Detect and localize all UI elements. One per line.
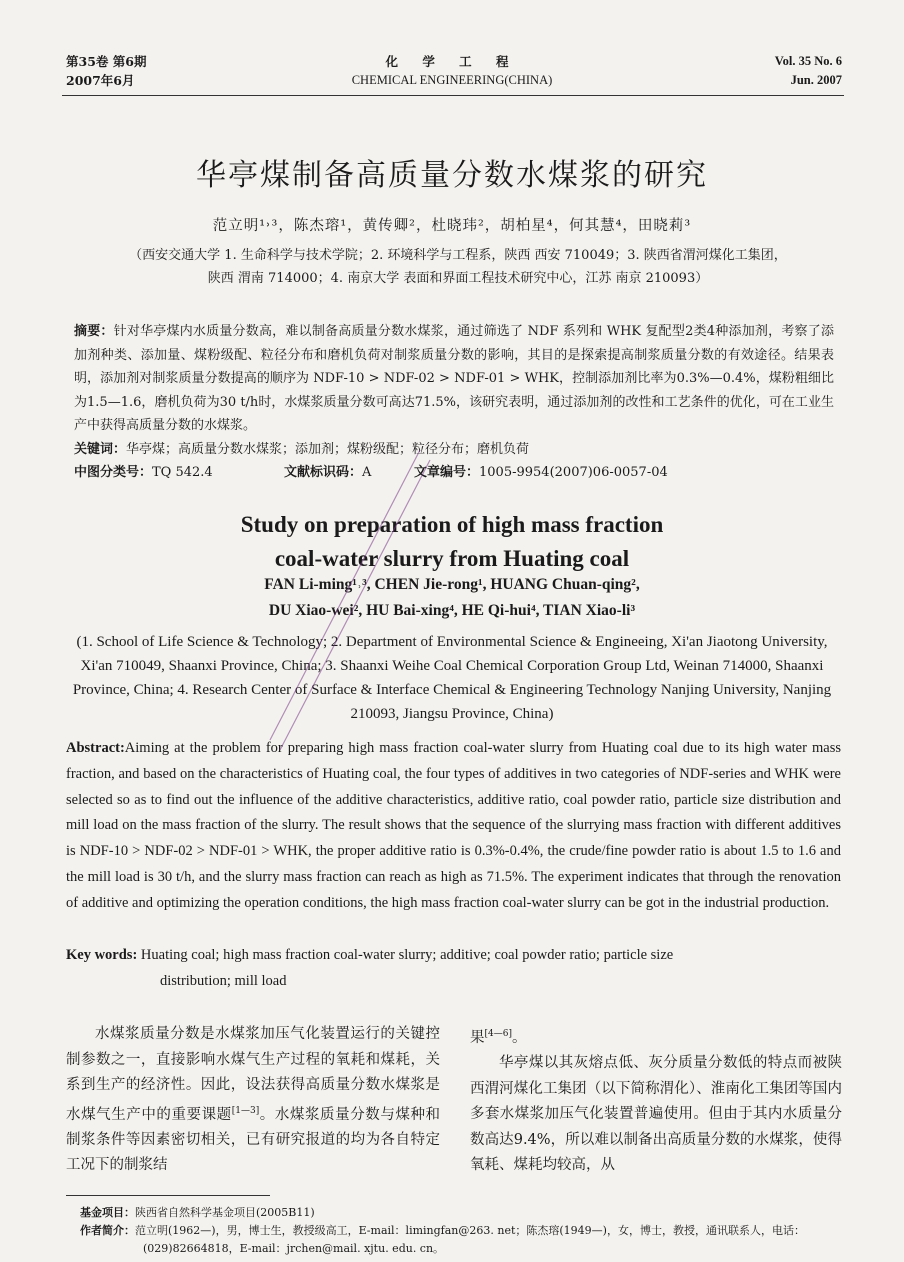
header-rule bbox=[62, 95, 844, 96]
article-number-label: 文章编号： bbox=[414, 465, 480, 480]
authors-en-line: DU Xiao-wei², HU Bai-xing⁴, HE Qi-hui⁴, TIAN Xiao-li³ bbox=[268, 602, 636, 619]
body-paragraph: 华亭煤以其灰熔点低、灰分质量分数低的特点而被陕西渭河煤化工集团（以下简称渭化）、淮南化工集团等国内多套水煤浆加压气化装置普遍使用。但由于其内水质量分数高达9.4%，所以难以制备出高质量分数的水煤浆，使得氧耗、煤耗均较高，从 bbox=[470, 1055, 842, 1174]
header-volume: 第35卷 第6期 bbox=[66, 54, 147, 69]
affiliation-cn bbox=[88, 244, 828, 290]
abstract-en-label: Abstract: bbox=[66, 740, 125, 756]
authors-en bbox=[0, 572, 904, 624]
citation-ref: [4—6] bbox=[484, 1029, 512, 1039]
authors-cn: 范立明¹˒³，陈杰瑢¹，黄传卿²，杜晓玮²，胡柏星⁴，何其慧⁴，田晓莉³ bbox=[212, 218, 692, 234]
body-text: 果 bbox=[470, 1029, 485, 1046]
header-vol-en bbox=[775, 52, 842, 90]
title-en-line: Study on preparation of high mass fraction bbox=[240, 512, 664, 537]
keywords-en bbox=[66, 942, 841, 994]
body-column-right bbox=[470, 1022, 842, 1179]
abstract-en bbox=[66, 736, 841, 917]
footnote-rule bbox=[66, 1195, 270, 1196]
funding-note bbox=[80, 1204, 842, 1222]
header-journal-name bbox=[300, 52, 604, 90]
affiliation-cn-line: 陕西 渭南 714000；4. 南京大学 表面和界面工程技术研究中心，江苏 南京 210093） bbox=[207, 271, 709, 286]
header-date-en: Jun. 2007 bbox=[790, 73, 842, 87]
abstract-en-text: Aiming at the problem for preparing high mass fraction coal-water slurry from Huating coal due to its high water mass fraction, and based on the characteristics of Huating coal, the four types of additives in two categories of NDF-series and WHK were selected so as to find out the influence of the additive characteristics, additive ratio, coal powder ratio, particle size distribution and mill load on the mass fraction of the slurry. The result shows that the sequence of the slurrying mass fraction with different additives is NDF-10 > NDF-02 > NDF-01 > WHK, the proper additive ratio is 0.3%-0.4%, the crude/fine powder ratio is about 1.5 to 1.6 and the mill load is 30 t/h, and the slurry mass fraction can reach as high as 71.5%. The experiment indicates that through the renovation of additive and optimizing the operation conditions, the high mass fraction coal-water slurry can be got in the industrial production. bbox=[66, 740, 841, 911]
footnote bbox=[80, 1204, 842, 1258]
article-number bbox=[414, 461, 668, 480]
funding-text: 陕西省自然科学基金项目(2005B11) bbox=[135, 1206, 315, 1219]
title-en-line: coal-water slurry from Huating coal bbox=[274, 546, 630, 571]
abstract-cn-label: 摘要： bbox=[74, 324, 114, 339]
header-volume-en: Vol. 35 No. 6 bbox=[774, 54, 842, 68]
clc-label: 中图分类号： bbox=[74, 465, 153, 480]
document-code-label: 文献标识码： bbox=[284, 465, 363, 480]
citation-ref: [1—3] bbox=[231, 1105, 260, 1116]
author-bio-label: 作者简介： bbox=[80, 1224, 135, 1237]
clc-number bbox=[74, 461, 213, 480]
abstract-cn-text: 针对华亭煤内水质量分数高，难以制备高质量分数水煤浆，通过筛选了 NDF 系列和 WHK 复配型2类4种添加剂，考察了添加剂种类、添加量、煤粉级配、粒径分布和磨机负荷对制浆质量分数的影响，其目的是探索提高制浆质量分数的有效途径。结果表明，添加剂对制浆质量分数提高的顺序为 NDF-10 > NDF-02 > NDF-01 > WHK，控制添加剂比率为0.3%—0.4%，煤粉粗细比为1.5—1.6，磨机负荷为30 t/h时，水煤浆质量分数可高达71.5%，该研究表明，通过添加剂的改性和工艺条件的优化，可在工业生产中获得高质量分数的水煤浆。 bbox=[74, 324, 834, 433]
funding-label: 基金项目： bbox=[80, 1206, 135, 1219]
keywords-cn-label: 关键词： bbox=[74, 442, 127, 457]
article-number-value: 1005-9954(2007)06-0057-04 bbox=[479, 465, 668, 480]
title-en bbox=[0, 508, 904, 576]
keywords-en-text: Huating coal; high mass fraction coal-water slurry; additive; coal powder ratio; particle size bbox=[140, 947, 674, 963]
author-bio bbox=[80, 1222, 842, 1240]
document-code-value: A bbox=[362, 465, 372, 480]
affiliation-cn-line: （西安交通大学 1. 生命科学与技术学院；2. 环境科学与工程系，陕西 西安 710049；3. 陕西省渭河煤化工集团， bbox=[129, 248, 787, 263]
author-bio-cont: (029)82664818，E-mail：jrchen@mail. xjtu. edu. cn。 bbox=[143, 1242, 445, 1255]
author-bio-text: 范立明(1962—)，男，博士生，教授级高工，E-mail：limingfan@263. net；陈杰瑢(1949—)，女，博士，教授，通讯联系人，电话： bbox=[135, 1224, 805, 1237]
body-paragraph: 果[4—6]。 bbox=[470, 1029, 527, 1046]
authors-en-line: FAN Li-ming¹˒³, CHEN Jie-rong¹, HUANG Chuan-qing², bbox=[264, 576, 640, 593]
body-text: 水煤浆质量分数与煤种和制浆条件等因素密切相关，已有研究报道的均为各自特定工况下的制浆结 bbox=[66, 1106, 441, 1174]
affiliation-en: (1. School of Life Science & Technology; 2. Department of Environmental Science & Engineeing, Xi'an Jiaotong University, Xi'an 710049, Shaanxi Province, China; 3. Shaanxi Weihe Coal Chemical Corporation Group Ltd, Weinan 714000, Shaanxi Province, China; 4. Research Center of Surface & Interface Chemical & Engineering Technology Nanjing University, Nanjing 210093, Jiangsu Province, China) bbox=[72, 634, 832, 722]
header-date-cn: 2007年6月 bbox=[66, 73, 135, 88]
header-volume-issue bbox=[66, 52, 146, 90]
body-paragraph: 水煤浆质量分数是水煤浆加压气化装置运行的关键控制参数之一，直接影响水煤气生产过程的氧耗和煤耗，关系到生产的经济性。因此，设法获得高质量分数水煤浆是水煤气生产中的重要课题[1—3]。水煤浆质量分数与煤种和制浆条件等因素密切相关，已有研究报道的均为各自特定工况下的制浆结 bbox=[66, 1026, 441, 1174]
title-cn: 华亭煤制备高质量分数水煤浆的研究 bbox=[196, 158, 708, 193]
keywords-en-text-cont: distribution; mill load bbox=[160, 973, 287, 989]
document-code bbox=[284, 461, 371, 480]
body-text: 水煤浆质量分数是水煤浆加压气化装置运行的关键控制参数之一，直接影响水煤气生产过程的氧耗和煤耗，关系到生产的经济性。因此，设法获得高质量分数水煤浆是水煤气生产中的重要课题 bbox=[66, 1026, 440, 1123]
body-column-left bbox=[66, 1022, 440, 1179]
journal-name-cn: 化 学 工 程 bbox=[385, 54, 519, 69]
keywords-cn bbox=[74, 438, 529, 457]
keywords-cn-text: 华亭煤；高质量分数水煤浆；添加剂；煤粉级配；粒径分布；磨机负荷 bbox=[126, 442, 530, 457]
keywords-en-label: Key words: bbox=[66, 947, 138, 963]
journal-name-en: CHEMICAL ENGINEERING(CHINA) bbox=[351, 73, 553, 87]
clc-value: TQ 542.4 bbox=[152, 465, 213, 480]
abstract-cn bbox=[74, 320, 834, 438]
